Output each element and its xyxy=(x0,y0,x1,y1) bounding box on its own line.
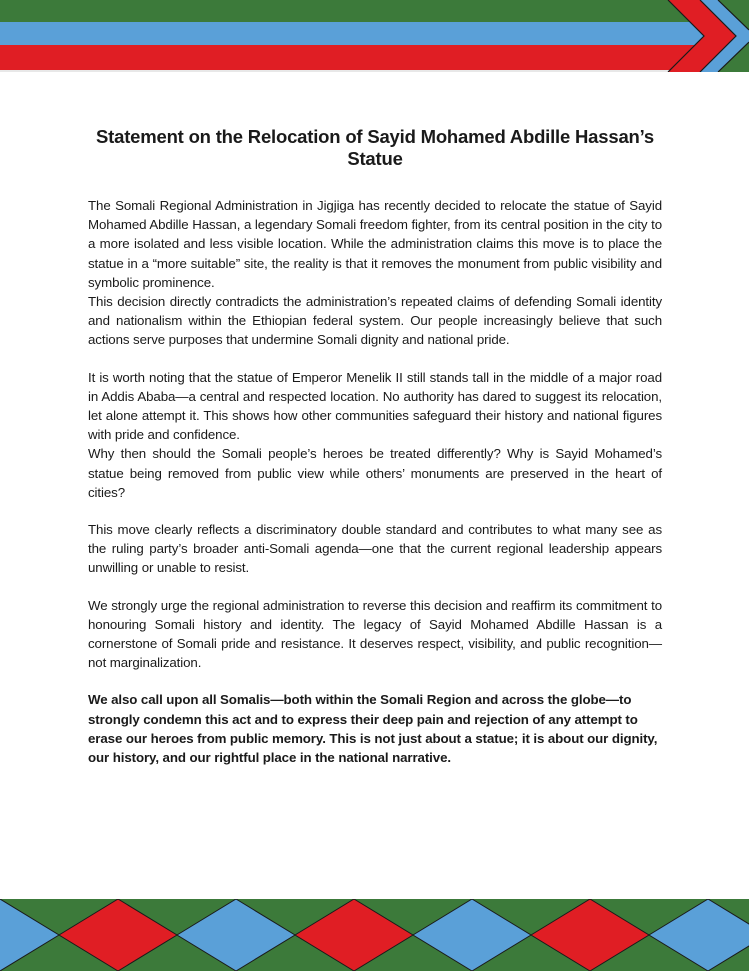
red-stripe xyxy=(0,45,749,72)
paragraph-6: We strongly urge the regional administration to reverse this decision and reaffirm its commitment to honouring Somali history and identity. The legacy of Sayid Mohamed Abdille Hassan is a cornerstone of Somali pride and resistance. It deserves respect, visibility, and public recognition—not marginalization. xyxy=(88,597,662,671)
paragraph-2: This decision directly contradicts the administration’s repeated claims of defending Somali identity and nationalism within the Ethiopian federal system. Our people increasingly believe that such actions serve purposes that undermine Somali dignity and national pride. xyxy=(88,294,662,348)
top-stripe-banner xyxy=(0,0,749,72)
paragraph-1: The Somali Regional Administration in Jigjiga has recently decided to relocate the statue of Sayid Mohamed Abdille Hassan, a legendary Somali freedom fighter, from its central position in the city to a more isolated and less visible location. While the administration claims this move is to place the statue in a “more suitable” site, the reality is that it removes the monument from public visibility and symbolic prominence. xyxy=(88,198,662,290)
paragraph-4: Why then should the Somali people’s heroes be treated differently? Why is Sayid Mohamed’s statue being removed from public view while others’ monuments are preserved in the heart of cities? xyxy=(88,446,662,500)
statement-document xyxy=(88,126,662,767)
paragraph-3: It is worth noting that the statue of Emperor Menelik II still stands tall in the middle of a major road in Addis Ababa—a central and respected location. No authority has dared to suggest its relocation, let alone attempt it. This shows how other communities safeguard their history and national figures with pride and confidence. xyxy=(88,369,662,443)
bottom-diamond-banner xyxy=(0,899,749,971)
call-to-action-paragraph: We also call upon all Somalis—both within the Somali Region and across the globe—to strongly condemn this act and to express their deep pain and rejection of any attempt to erase our heroes from public memory. This is not just about a statue; it is about our dignity, our history, and our rightful place in the national narrative. xyxy=(88,692,658,766)
document-title: Statement on the Relocation of Sayid Mohamed Abdille Hassan’s Statue xyxy=(96,126,654,169)
green-stripe xyxy=(0,0,749,22)
blue-stripe xyxy=(0,22,749,45)
paragraph-5: This move clearly reflects a discriminatory double standard and contributes to what many see as the ruling party’s broader anti-Somali agenda—one that the current regional leadership appears unwilling or unable to resist. xyxy=(88,522,662,576)
